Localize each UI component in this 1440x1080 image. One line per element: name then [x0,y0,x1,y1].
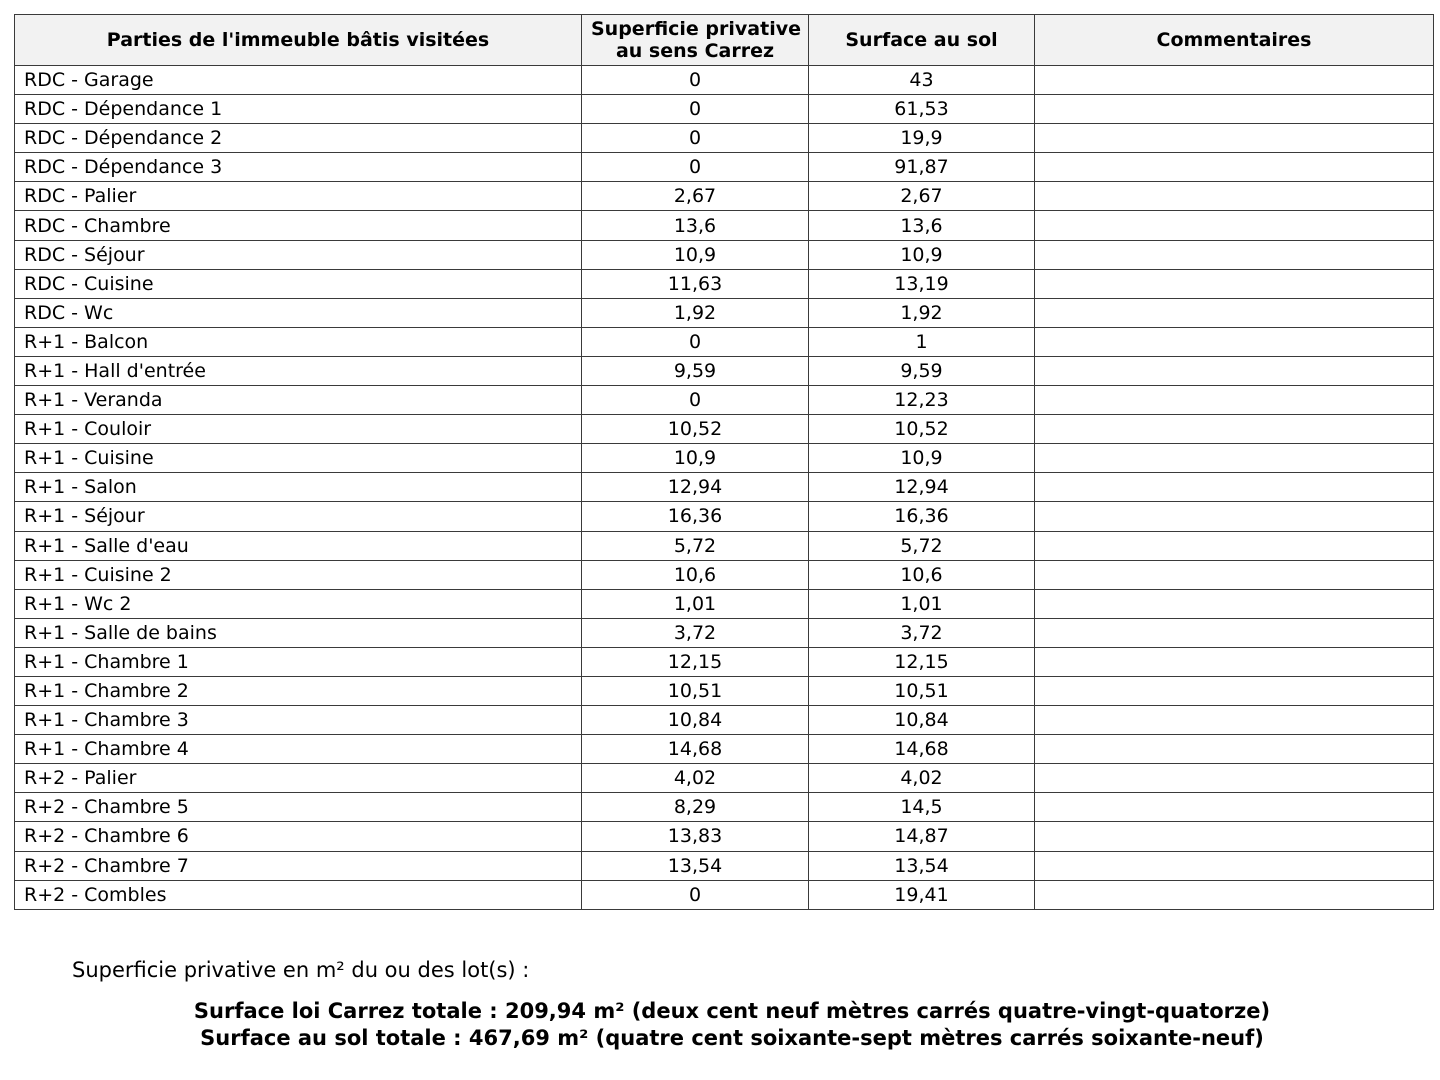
comment-cell [1035,153,1434,182]
carrez-cell: 10,6 [582,560,809,589]
room-cell: R+1 - Hall d'entrée [15,356,582,385]
carrez-cell: 0 [582,95,809,124]
table-row [15,95,1434,124]
room-cell: R+1 - Chambre 4 [15,735,582,764]
carrez-cell: 9,59 [582,356,809,385]
comment-cell [1035,880,1434,909]
sol-cell: 13,54 [809,851,1035,880]
carrez-cell: 10,51 [582,676,809,705]
carrez-cell: 13,54 [582,851,809,880]
sol-cell: 19,9 [809,124,1035,153]
table-row [15,676,1434,705]
sol-cell: 14,68 [809,735,1035,764]
table-row [15,531,1434,560]
sol-total: Surface au sol totale : 467,69 m² (quatre cent soixante-sept mètres carrés soixante-neuf) [200,1026,1264,1050]
table-row [15,647,1434,676]
sol-cell: 9,59 [809,356,1035,385]
room-cell: R+1 - Wc 2 [15,589,582,618]
table-body [15,66,1434,910]
room-cell: R+1 - Salle de bains [15,618,582,647]
sol-cell: 10,51 [809,676,1035,705]
sol-cell: 1,01 [809,589,1035,618]
carrez-cell: 11,63 [582,269,809,298]
comment-cell [1035,95,1434,124]
carrez-cell: 12,94 [582,473,809,502]
sol-cell: 12,15 [809,647,1035,676]
comment-cell [1035,473,1434,502]
comment-cell [1035,764,1434,793]
room-cell: R+1 - Séjour [15,502,582,531]
comment-cell [1035,706,1434,735]
sol-cell: 2,67 [809,182,1035,211]
comment-cell [1035,793,1434,822]
table-row [15,298,1434,327]
carrez-cell: 0 [582,880,809,909]
carrez-cell: 1,01 [582,589,809,618]
carrez-total: Surface loi Carrez totale : 209,94 m² (deux cent neuf mètres carrés quatre-vingt-quatorze) [193,999,1271,1023]
sol-cell: 10,84 [809,706,1035,735]
table-row [15,415,1434,444]
room-cell: RDC - Garage [15,66,582,95]
carrez-cell: 13,6 [582,211,809,240]
comment-cell [1035,676,1434,705]
room-cell: RDC - Dépendance 2 [15,124,582,153]
header-comments: Commentaires [1035,15,1434,66]
room-cell: RDC - Dépendance 1 [15,95,582,124]
comment-cell [1035,386,1434,415]
carrez-cell: 0 [582,386,809,415]
table-row [15,793,1434,822]
table-row [15,560,1434,589]
comment-cell [1035,240,1434,269]
room-cell: R+1 - Cuisine 2 [15,560,582,589]
table-row [15,822,1434,851]
room-cell: R+1 - Chambre 2 [15,676,582,705]
comment-cell [1035,502,1434,531]
table-row [15,589,1434,618]
comment-cell [1035,182,1434,211]
carrez-cell: 2,67 [582,182,809,211]
table-row [15,211,1434,240]
room-cell: R+1 - Cuisine [15,444,582,473]
room-cell: R+1 - Salle d'eau [15,531,582,560]
sol-cell: 13,19 [809,269,1035,298]
carrez-cell: 16,36 [582,502,809,531]
sol-cell: 4,02 [809,764,1035,793]
header-room: Parties de l'immeuble bâtis visitées [15,15,582,66]
table-row [15,66,1434,95]
room-cell: RDC - Séjour [15,240,582,269]
sol-cell: 16,36 [809,502,1035,531]
room-cell: R+1 - Couloir [15,415,582,444]
comment-cell [1035,66,1434,95]
header-carrez-line2: au sens Carrez [615,40,775,62]
comment-cell [1035,356,1434,385]
table-row [15,706,1434,735]
sol-cell: 10,6 [809,560,1035,589]
table-row [15,880,1434,909]
carrez-cell: 10,9 [582,240,809,269]
carrez-cell: 10,9 [582,444,809,473]
table-row [15,851,1434,880]
table-row [15,124,1434,153]
table-row [15,502,1434,531]
room-cell: R+2 - Combles [15,880,582,909]
comment-cell [1035,269,1434,298]
table-row [15,356,1434,385]
header-carrez-line1: Superficie privative [591,18,801,40]
sol-cell: 43 [809,66,1035,95]
comment-cell [1035,735,1434,764]
sol-cell: 1 [809,327,1035,356]
carrez-cell: 13,83 [582,822,809,851]
comment-cell [1035,851,1434,880]
summary-totals [0,998,1440,1052]
room-cell: R+1 - Chambre 3 [15,706,582,735]
carrez-cell: 0 [582,124,809,153]
table-row [15,240,1434,269]
room-cell: R+1 - Balcon [15,327,582,356]
comment-cell [1035,531,1434,560]
room-cell: RDC - Wc [15,298,582,327]
sol-cell: 61,53 [809,95,1035,124]
sol-cell: 14,5 [809,793,1035,822]
room-cell: R+2 - Chambre 6 [15,822,582,851]
surfaces-table [14,14,1434,910]
carrez-cell: 3,72 [582,618,809,647]
comment-cell [1035,618,1434,647]
sol-cell: 12,23 [809,386,1035,415]
carrez-cell: 0 [582,153,809,182]
room-cell: R+2 - Chambre 5 [15,793,582,822]
sol-cell: 12,94 [809,473,1035,502]
carrez-cell: 0 [582,327,809,356]
comment-cell [1035,327,1434,356]
sol-cell: 13,6 [809,211,1035,240]
sol-cell: 3,72 [809,618,1035,647]
room-cell: R+2 - Palier [15,764,582,793]
sol-cell: 14,87 [809,822,1035,851]
table-row [15,444,1434,473]
comment-cell [1035,589,1434,618]
room-cell: R+1 - Veranda [15,386,582,415]
comment-cell [1035,647,1434,676]
room-cell: RDC - Palier [15,182,582,211]
room-cell: RDC - Chambre [15,211,582,240]
table-header-row [15,15,1434,66]
comment-cell [1035,415,1434,444]
comment-cell [1035,211,1434,240]
room-cell: RDC - Dépendance 3 [15,153,582,182]
table-row [15,153,1434,182]
table-row [15,182,1434,211]
room-cell: R+1 - Chambre 1 [15,647,582,676]
sol-cell: 10,52 [809,415,1035,444]
sol-cell: 1,92 [809,298,1035,327]
sol-cell: 91,87 [809,153,1035,182]
table-row [15,269,1434,298]
sol-cell: 10,9 [809,444,1035,473]
table-row [15,327,1434,356]
comment-cell [1035,444,1434,473]
carrez-cell: 0 [582,66,809,95]
carrez-cell: 10,52 [582,415,809,444]
comment-cell [1035,560,1434,589]
comment-cell [1035,124,1434,153]
comment-cell [1035,822,1434,851]
carrez-cell: 12,15 [582,647,809,676]
room-cell: RDC - Cuisine [15,269,582,298]
carrez-cell: 14,68 [582,735,809,764]
table-row [15,473,1434,502]
carrez-cell: 4,02 [582,764,809,793]
table-row [15,386,1434,415]
carrez-cell: 10,84 [582,706,809,735]
header-sol: Surface au sol [809,15,1035,66]
summary-intro: Superficie privative en m² du ou des lot(s) : [72,958,530,982]
table-row [15,735,1434,764]
room-cell: R+1 - Salon [15,473,582,502]
header-carrez [582,15,809,66]
carrez-cell: 1,92 [582,298,809,327]
table-row [15,618,1434,647]
carrez-cell: 5,72 [582,531,809,560]
carrez-cell: 8,29 [582,793,809,822]
table-row [15,764,1434,793]
room-cell: R+2 - Chambre 7 [15,851,582,880]
sol-cell: 10,9 [809,240,1035,269]
comment-cell [1035,298,1434,327]
sol-cell: 19,41 [809,880,1035,909]
sol-cell: 5,72 [809,531,1035,560]
